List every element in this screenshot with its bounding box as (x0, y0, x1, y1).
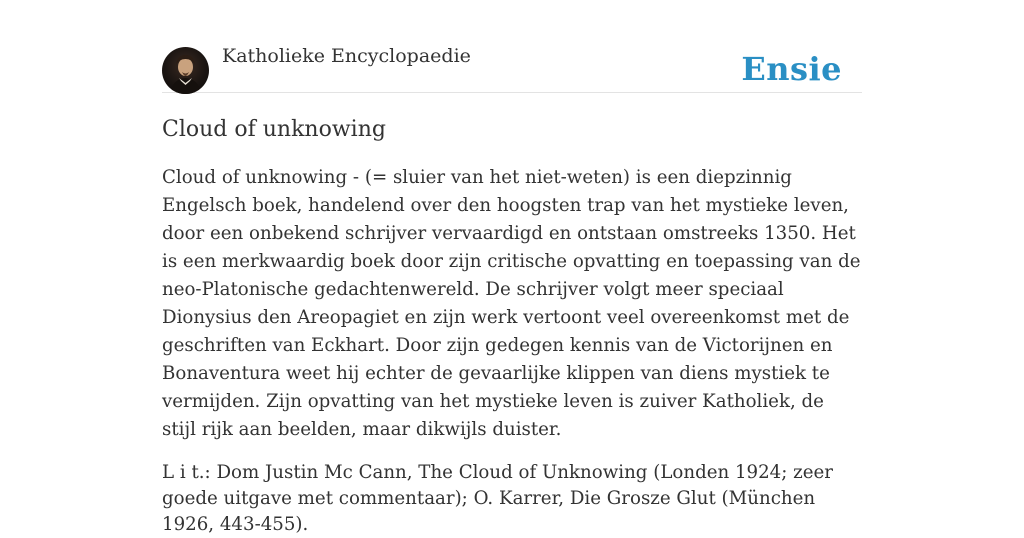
site-name[interactable]: Katholieke Encyclopaedie (222, 45, 471, 67)
article-literature: L i t.: Dom Justin Mc Cann, The Cloud of Unknowing (Londen 1924; zeer goede uitgave met commentaar); O. Karrer, Die Grosze Glut (München 1926, 443-455). (162, 462, 833, 535)
brand-logo[interactable]: Ensie (741, 50, 842, 88)
article-body: Cloud of unknowing - (= sluier van het niet-weten) is een diepzinnig Engelsch boek, handelend over den hoogsten trap van het mystieke leven, door een onbekend schrijver vervaardigd en ontstaan omstreeks 1350. Het is een merkwaardig boek door zijn critische opvatting en toepassing van de neo-Platonische gedachtenwereld. De schrijver volgt meer speciaal Dionysius den Areopagiet en zijn werk vertoont veel overeenkomst met de geschriften van Eckhart. Door zijn gedegen kennis van de Victorijnen en Bonaventura weet hij echter de gevaarlijke klippen van diens mystiek te vermijden. Zijn opvatting van het mystieke leven is zuiver Katholiek, de stijl rijk aan beelden, maar dikwijls duister. (162, 167, 861, 440)
portrait-icon (162, 47, 209, 94)
page (162, 0, 862, 538)
article-title: Cloud of unknowing (162, 117, 386, 142)
site-header (162, 0, 862, 93)
portrait-avatar[interactable] (162, 47, 209, 94)
